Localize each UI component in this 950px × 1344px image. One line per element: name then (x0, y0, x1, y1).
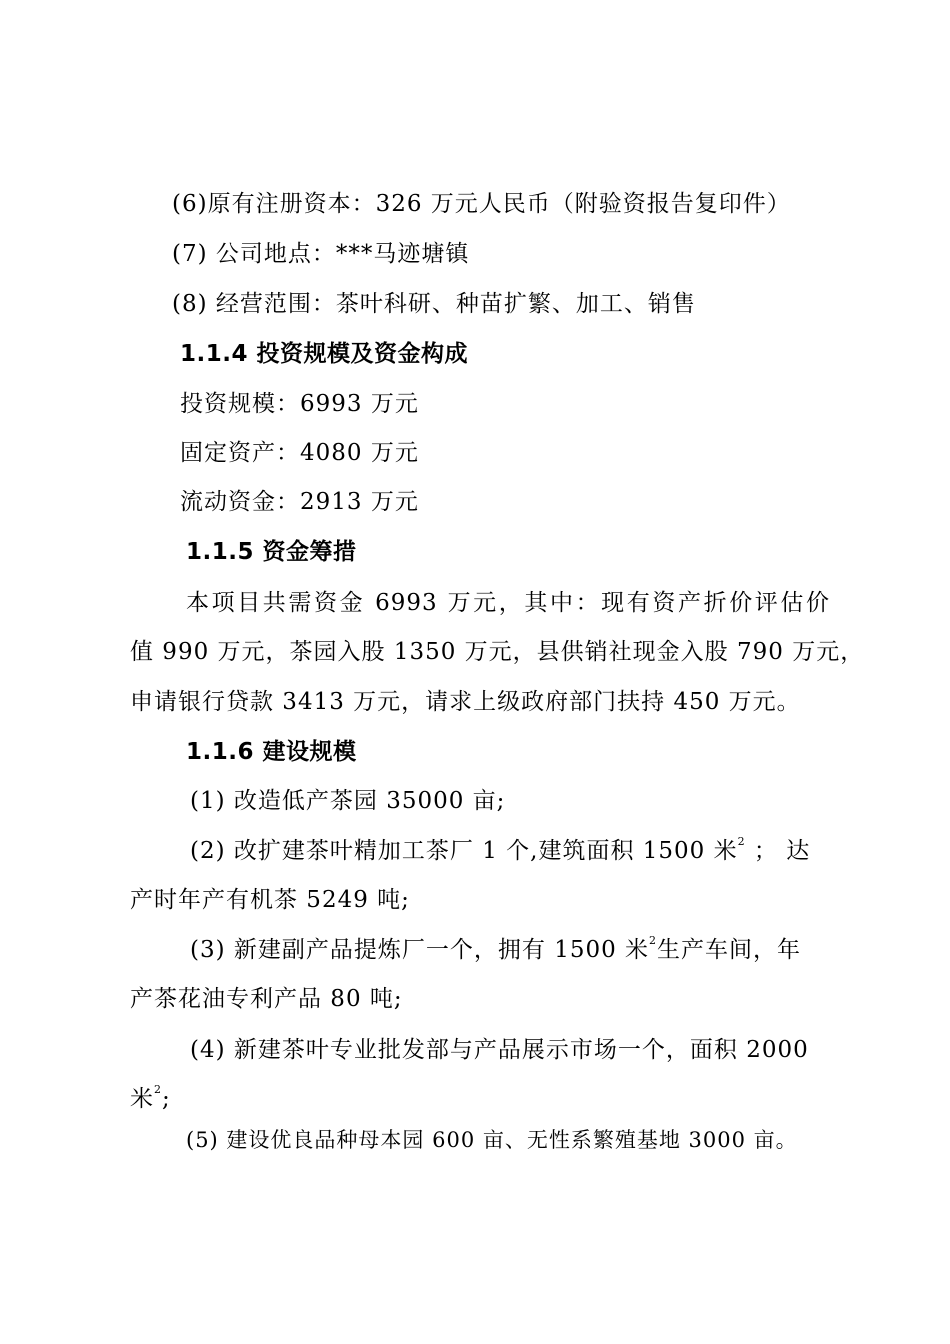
item-3-text-a: (3) 新建副产品提炼厂一个，拥有 1500 米 (190, 937, 650, 963)
item-2-text: (2) 改扩建茶叶精加工茶厂 1 个,建筑面积 1500 米 (190, 838, 738, 864)
item-4-text-b: ; (162, 1086, 171, 1112)
working-capital-line: 流动资金：2913 万元 (180, 489, 419, 515)
construction-item-4-line-1: (4) 新建茶叶专业批发部与产品展示市场一个，面积 2000 (190, 1037, 809, 1063)
superscript-square: 2 (649, 934, 658, 947)
construction-item-2-line-2: 产时年产有机茶 5249 吨; (130, 887, 410, 913)
construction-item-3-line-2: 产茶花油专利产品 80 吨; (130, 986, 403, 1012)
construction-item-5: (5) 建设优良品种母本园 600 亩、无性系繁殖基地 3000 亩。 (186, 1128, 798, 1152)
item-3-text-b: 生产车间，年 (657, 937, 802, 963)
construction-item-2-line-1 (190, 836, 810, 866)
capital-line: (6)原有注册资本：326 万元人民币（附验资报告复印件） (172, 191, 791, 217)
superscript-square: 2 (737, 835, 746, 848)
scope-line: (8) 经营范围：茶叶科研、种苗扩繁、加工、销售 (172, 291, 696, 317)
fixed-assets-line: 固定资产：4080 万元 (180, 440, 419, 466)
construction-item-3-line-1 (190, 935, 801, 965)
item-2-text-end: ； 达 (745, 838, 811, 864)
funding-paragraph-line: 申请银行贷款 3413 万元，请求上级政府部门扶持 450 万元。 (130, 689, 801, 715)
section-heading-116: 1.1.6 建设规模 (186, 739, 357, 765)
item-4-text-a: 米 (130, 1086, 154, 1112)
funding-paragraph-line: 本项目共需资金 6993 万元，其中：现有资产折价评估价 (186, 590, 830, 616)
funding-paragraph-line: 值 990 万元，茶园入股 1350 万元，县供销社现金入股 790 万元， (130, 639, 865, 665)
section-heading-114: 1.1.4 投资规模及资金构成 (180, 341, 468, 367)
address-line: (7) 公司地点：***马迹塘镇 (172, 241, 470, 267)
superscript-square: 2 (154, 1083, 162, 1096)
section-heading-115: 1.1.5 资金筹措 (186, 539, 357, 565)
construction-item-1: (1) 改造低产茶园 35000 亩; (190, 788, 506, 814)
investment-scale-line: 投资规模：6993 万元 (180, 391, 419, 417)
construction-item-4-line-2 (130, 1084, 171, 1114)
